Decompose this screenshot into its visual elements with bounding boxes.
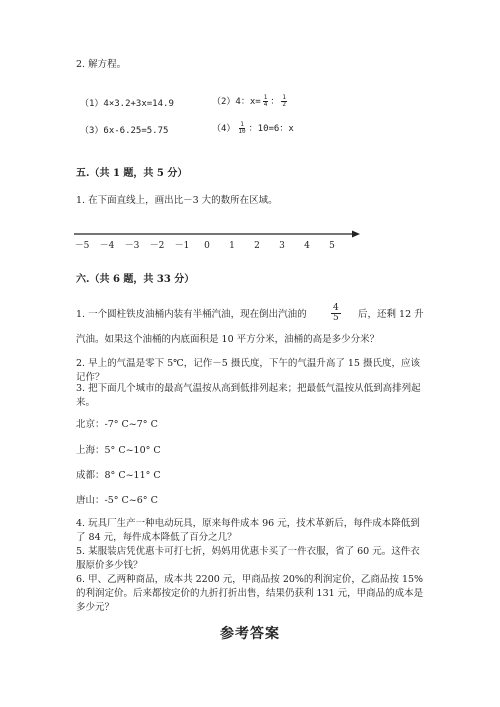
q6-3: 3. 把下面几个城市的最高气温按从高到低排列起来；把最低气温按从低到高排列起来。	[76, 383, 421, 408]
q6-4: 4. 玩具厂生产一种电动玩具，原来每件成本 96 元，技术革新后，每件成本降低到了 84 元，每件成本降低了百分之几？	[76, 518, 420, 543]
fraction: $\frac{4}{5}$	[333, 303, 339, 324]
q6-6: 6. 甲、乙两种商品，成本共 2200 元，甲商品按 20%的利润定价，乙商品按 15%的利润定价。后来都按定价的九折打折出售，结果仍获利 131 元，甲商品的成本是多少元？	[76, 574, 424, 613]
number-line-label: 3	[279, 241, 285, 251]
equation-1: （1）4×3.2+3x=14.9	[80, 99, 174, 109]
number-line	[70, 222, 370, 256]
answer-title: 参考答案	[220, 626, 280, 642]
q6-5: 5. 某服装店凭优惠卡可打七折，妈妈用优惠卡买了一件衣服，省了 60 元。这件衣服原价多少钱？	[76, 546, 420, 571]
fraction: $\frac{1}{4}$	[263, 94, 268, 108]
section-5-heading: 五.（共 1 题，共 5 分）	[76, 168, 188, 179]
equation-2: （2）4：x= $\frac{1}{4}$ ： $\frac{1}{2}$	[212, 94, 286, 108]
number-line-label: －2	[149, 241, 165, 251]
q6-1-line1b: 后，还剩 12 升	[358, 309, 424, 320]
number-line-label: －3	[124, 241, 140, 251]
q6-1-line1a: 1. 一个圆柱铁皮油桶内装有半桶汽油，现在倒出汽油的	[76, 309, 307, 320]
fraction: $\frac{1}{2}$	[282, 94, 286, 108]
section-6-heading: 六.（共 6 题，共 33 分）	[76, 274, 195, 285]
equation-3: （3）6x-6.25=5.75	[80, 126, 169, 136]
number-line-label: －4	[99, 241, 115, 251]
city-temp-tangshan: 唐山：-5° C~6° C	[76, 495, 158, 506]
section-5-question-1: 1. 在下面直线上，画出比－3 大的数所在区域。	[76, 195, 278, 206]
number-line-label: 4	[304, 241, 310, 251]
q2-title: 2. 解方程。	[76, 59, 127, 70]
city-temp-beijing: 北京：-7° C~7° C	[76, 419, 158, 430]
city-temp-chengdu: 成都：8° C~11° C	[76, 470, 161, 481]
number-line-label: －5	[74, 241, 90, 251]
number-line-label: 5	[329, 241, 335, 251]
arrow-right-icon	[352, 231, 360, 238]
number-line-label: 2	[254, 241, 260, 251]
fraction: $\frac{1}{10}$	[238, 121, 246, 135]
number-line-label: 0	[204, 241, 210, 251]
number-line-label: －1	[174, 241, 190, 251]
q6-1-line2: 汽油。如果这个油桶的内底面积是 10 平方分米，油桶的高是多少分米？	[76, 334, 380, 345]
equation-2-prefix: （2）4：x=	[212, 97, 261, 107]
equation-4: （4） $\frac{1}{10}$ ：10=6：x	[212, 121, 294, 135]
number-line-label: 1	[229, 241, 235, 251]
q6-2: 2. 早上的气温是零下 5℃，记作－5 摄氏度，下午的气温升高了 15 摄氏度，应该记作？	[76, 358, 420, 383]
city-temp-shanghai: 上海：5° C~10° C	[76, 445, 161, 456]
